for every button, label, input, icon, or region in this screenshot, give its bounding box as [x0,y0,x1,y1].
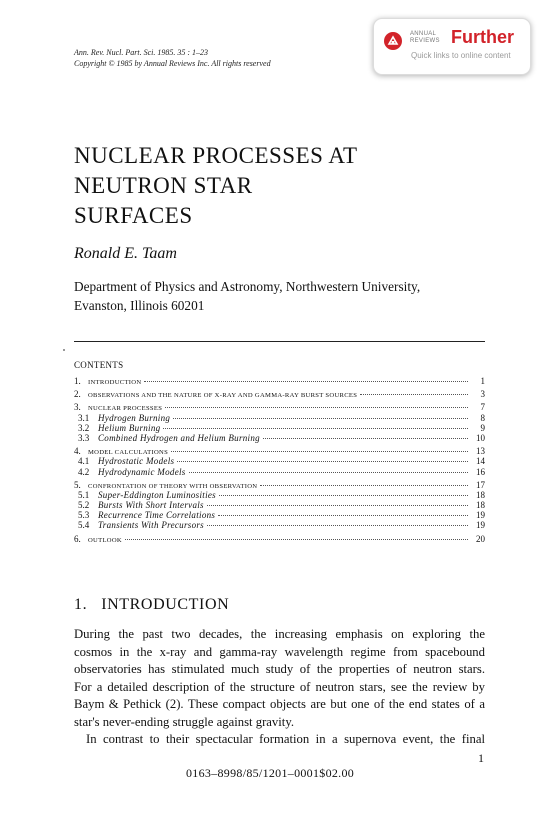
toc-entry-number: 6. [74,533,81,544]
toc-entry-number: 1. [74,376,81,386]
toc-entry [74,433,485,443]
toc-entry-label: Helium Burning [98,422,161,433]
toc-leader-dots [173,418,468,419]
toc-entry-number: 4. [74,446,81,457]
toc-entry [74,376,485,386]
toc-entry-number: 5. [74,479,81,490]
table-of-contents [74,376,485,544]
toc-leader-dots [125,539,468,540]
toc-leader-dots [219,495,468,496]
toc-leader-dots [218,515,468,516]
annual-reviews-logo-icon [384,32,402,50]
toc-leader-dots [263,438,468,439]
toc-entry [74,456,485,466]
toc-entry-page: 13 [476,446,485,457]
title-line: SURFACES [74,203,193,228]
toc-entry [74,500,485,510]
body-line: For a detailed description of the structure of neutron stars, see the review by [74,679,485,694]
toc-entry [74,534,485,544]
scan-speck [63,349,65,351]
section-number: 1. [74,596,88,613]
badge-subtitle: Quick links to online content [411,51,511,60]
toc-entry-page: 16 [476,466,485,477]
title-line: NEUTRON STAR [74,173,253,198]
toc-entry-number: 4.1 [78,456,90,467]
contents-heading: CONTENTS [74,360,124,370]
badge-brand-line1: ANNUAL [410,31,437,37]
toc-entry-label: INTRODUCTION [88,379,142,386]
badge-brand [410,31,440,45]
toc-leader-dots [260,485,468,486]
divider-rule [74,341,485,342]
toc-leader-dots [165,407,468,408]
toc-entry-page: 9 [480,422,485,433]
toc-entry-page: 14 [476,456,485,467]
toc-entry-page: 18 [476,489,485,500]
body-line: star's never-ending struggle against gravity. [74,714,295,729]
toc-entry-label: Hydrogen Burning [98,412,171,423]
toc-entry-number: 5.2 [78,500,90,511]
footer-code: 0163–8998/85/1201–0001$02.00 [186,766,355,780]
toc-entry [74,413,485,423]
toc-entry [74,423,485,433]
toc-entry-number: 4.2 [78,466,90,477]
toc-entry-number: 5.3 [78,510,90,521]
author-affiliation [74,277,474,315]
toc-entry-number: 3.3 [78,432,90,443]
page-number: 1 [478,751,484,765]
toc-entry-page: 20 [476,533,485,544]
toc-entry-label: CONFRONTATION OF THEORY WITH OBSERVATION [88,482,258,490]
title-line: NUCLEAR PROCESSES AT [74,143,358,168]
body-line: observatories has stimulated much study of the properties of neutron stars. [74,662,485,676]
badge-brand-line2: REVIEWS [410,38,440,44]
annual-reviews-further-badge[interactable] [373,18,531,75]
toc-entry-label: OUTLOOK [88,536,122,544]
copyright-line: Copyright © 1985 by Annual Reviews Inc. All rights reserved [74,59,271,68]
toc-leader-dots [163,428,468,429]
toc-entry-label: NUCLEAR PROCESSES [88,405,163,413]
toc-entry-number: 5.4 [78,520,90,531]
journal-line: Ann. Rev. Nucl. Part. Sci. 1985. 35 : 1–23 [74,48,209,57]
toc-entry-label: OBSERVATIONS AND THE NATURE OF X-RAY AND GAMMA-RAY BURST SOURCES [88,392,358,400]
body-paragraph [74,626,485,749]
toc-entry [74,446,485,456]
toc-entry-label: Transients With Precursors [98,520,204,531]
toc-entry-label: Hydrostatic Models [98,456,175,467]
toc-leader-dots [144,381,468,382]
toc-entry-number: 5.1 [78,489,90,500]
toc-entry-page: 8 [480,412,485,423]
author-name: Ronald E. Taam [74,245,177,262]
toc-leader-dots [207,505,468,506]
section-title: INTRODUCTION [101,596,230,613]
toc-leader-dots [177,461,468,462]
body-line: In contrast to their spectacular formation in a supernova event, the final [86,732,485,746]
toc-entry-page: 18 [476,500,485,511]
toc-entry-number: 3. [74,402,81,413]
affiliation-line: Evanston, Illinois 60201 [74,298,205,313]
toc-entry-number: 2. [74,389,81,400]
toc-entry-label: Bursts With Short Intervals [98,500,204,511]
section-heading [74,596,229,614]
toc-entry [74,510,485,520]
toc-leader-dots [171,451,468,452]
journal-citation [74,47,271,69]
toc-entry-number: 3.1 [78,412,90,423]
toc-entry-number: 3.2 [78,422,90,433]
toc-entry [74,389,485,399]
toc-entry-page: 10 [476,432,485,443]
toc-entry-label: Recurrence Time Correlations [98,510,216,521]
toc-leader-dots [189,472,468,473]
toc-entry [74,520,485,530]
toc-entry-page: 19 [476,520,485,531]
toc-entry-label: Hydrodynamic Models [98,466,186,477]
affiliation-line: Department of Physics and Astronomy, Northwestern University, [74,279,421,294]
toc-leader-dots [360,394,468,395]
toc-entry-page: 1 [480,376,485,386]
body-line: During the past two decades, the increasing emphasis on exploring the [74,627,485,641]
toc-entry-page: 7 [480,402,485,413]
toc-entry-page: 17 [476,479,485,490]
body-line: Baym & Pethick (2). These compact objects are but one of the end states of a [74,697,485,711]
toc-entry-page: 3 [480,389,485,400]
toc-leader-dots [207,525,468,526]
toc-entry [74,402,485,412]
toc-entry [74,490,485,500]
toc-entry-label: MODEL CALCULATIONS [88,449,169,457]
toc-entry [74,467,485,477]
badge-further-label: Further [451,27,514,47]
toc-entry-label: Combined Hydrogen and Helium Burning [98,432,260,443]
article-title [74,141,358,231]
toc-entry-page: 19 [476,510,485,521]
toc-entry [74,480,485,490]
toc-entry-label: Super-Eddington Luminosities [98,489,216,500]
body-line: cosmos in the x-ray and gamma-ray wavelength regime from spacebound [74,644,485,659]
